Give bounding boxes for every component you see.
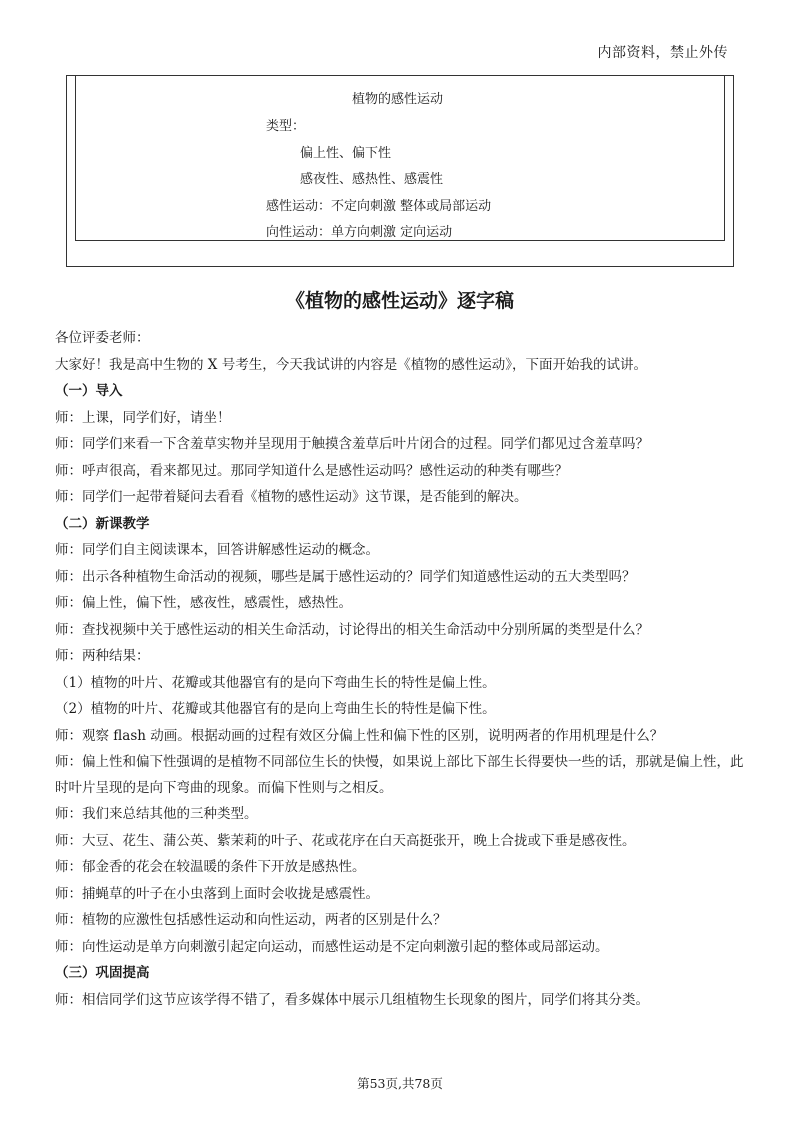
transcript-paragraph: （1）植物的叶片、花瓣或其他器官有的是向下弯曲生长的特性是偏上性。 [55, 674, 496, 691]
board-types-label: 类型： [266, 119, 306, 134]
blackboard-design-frame [66, 75, 734, 267]
transcript-paragraph: 师：查找视频中关于感性运动的相关生命活动，讨论得出的相关生命活动中分别所属的类型是什么？ [55, 621, 649, 638]
transcript-paragraph: 师：上课，同学们好，请坐！ [55, 409, 231, 426]
transcript-paragraph: 师：捕蝇草的叶子在小虫落到上面时会收拢是感震性。 [55, 885, 379, 902]
transcript-paragraph: 师：我们来总结其他的三种类型。 [55, 806, 258, 822]
board-nastic-definition: 感性运动：不定向刺激 整体或局部运动 [266, 199, 492, 214]
board-tropic-definition: 向性运动：单方向刺激 定向运动 [266, 225, 453, 240]
document-title: 《植物的感性运动》逐字稿 [285, 290, 514, 312]
transcript-paragraph: 各位评委老师： [55, 330, 150, 346]
board-title: 植物的感性运动 [352, 92, 444, 107]
transcript-paragraph: 师：同学们一起带着疑问去看看《植物的感性运动》这节课，是否能到的解决。 [55, 489, 528, 505]
transcript-paragraph: 师：观察 flash 动画。根据动画的过程有效区分偏上性和偏下性的区别，说明两者的作用机理是什么？ [55, 727, 664, 744]
transcript-paragraph: （2）植物的叶片、花瓣或其他器官有的是向上弯曲生长的特性是偏下性。 [55, 701, 496, 717]
blackboard-design-inner [75, 76, 725, 241]
transcript-paragraph: 师：呼声很高，看来都见过。那同学知道什么是感性运动吗？感性运动的种类有哪些？ [55, 462, 568, 479]
transcript-paragraph: 师：偏上性，偏下性，感夜性，感震性，感热性。 [55, 595, 352, 611]
board-type-line-1: 偏上性、偏下性 [300, 146, 392, 161]
section-heading: （一）导入 [55, 383, 123, 399]
transcript-paragraph: 师：大豆、花生、蒲公英、紫茉莉的叶子、花或花序在白天高挺张开，晚上合拢或下垂是感夜性。 [55, 832, 636, 849]
board-type-line-2: 感夜性、感热性、感震性 [300, 172, 444, 187]
transcript-paragraph: 师：相信同学们这节应该学得不错了，看多媒体中展示几组植物生长现象的图片，同学们将其分类。 [55, 991, 649, 1008]
transcript-paragraph: 师：出示各种植物生命活动的视频，哪些是属于感性运动的？同学们知道感性运动的五大类型吗？ [55, 568, 636, 585]
transcript-paragraph: 大家好！我是高中生物的 X 号考生，今天我试讲的内容是《植物的感性运动》，下面开始我的试讲。 [55, 356, 647, 373]
section-heading: （三）巩固提高 [55, 965, 150, 981]
transcript-paragraph: 师：两种结果： [55, 648, 150, 664]
section-heading: （二）新课教学 [55, 515, 150, 532]
transcript-paragraph: 师：同学们自主阅读课本，回答讲解感性运动的概念。 [55, 542, 379, 558]
transcript-paragraph: 师：植物的应激性包括感性运动和向性运动，两者的区别是什么？ [55, 912, 447, 928]
confidential-note: 内部资料，禁止外传 [597, 45, 728, 61]
transcript-paragraph: 师：同学们来看一下含羞草实物并呈现用于触摸含羞草后叶片闭合的过程。同学们都见过含羞草吗？ [55, 436, 649, 452]
transcript-paragraph: 师：向性运动是单方向刺激引起定向运动，而感性运动是不定向刺激引起的整体或局部运动。 [55, 938, 609, 955]
transcript-paragraph: 师：郁金香的花会在较温暖的条件下开放是感热性。 [55, 859, 366, 875]
page-number: 第53页,共78页 [357, 1076, 443, 1091]
transcript-body [55, 325, 755, 1013]
transcript-paragraph: 师：偏上性和偏下性强调的是植物不同部位生长的快慢，如果说上部比下部生长得要快一些的话，那就是偏上性，此时叶片呈现的是向下弯曲的现象。而偏下性则与之相反。 [55, 754, 744, 796]
